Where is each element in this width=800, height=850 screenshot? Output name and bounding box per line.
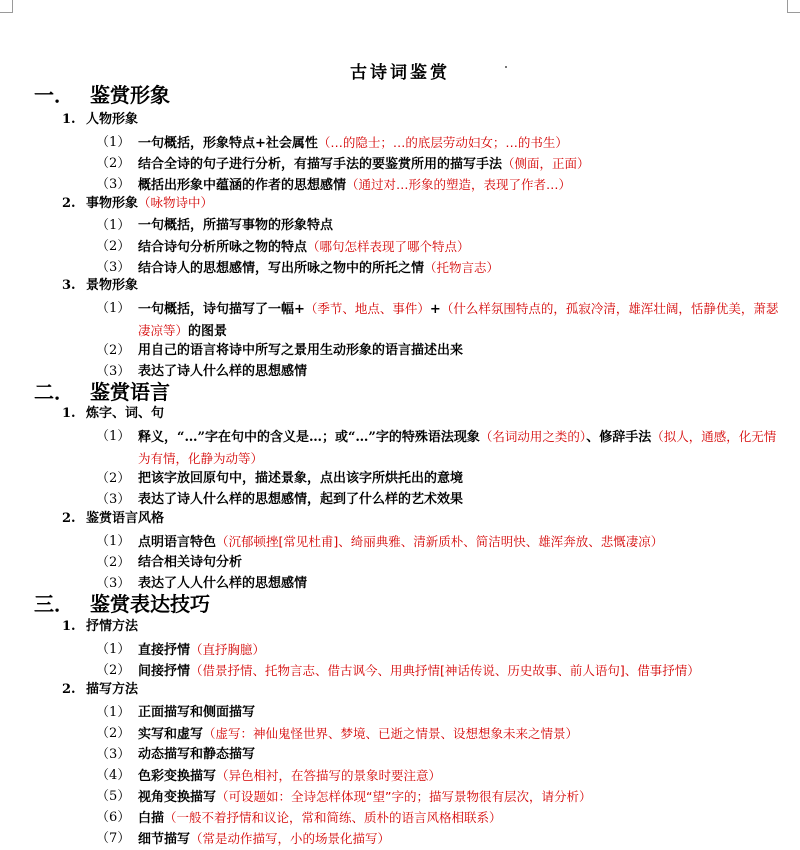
subsection-title: 人物形象 bbox=[86, 112, 139, 127]
section-title: 鉴赏表达技巧 bbox=[90, 592, 210, 616]
key-point: 点明语言特色 bbox=[138, 535, 217, 550]
item-text bbox=[138, 298, 786, 342]
subsection-heading bbox=[62, 510, 164, 528]
key-point: 用自己的语言将诗中所写之景用生动形象的语言描述出来 bbox=[138, 343, 464, 358]
crop-mark-top-right bbox=[787, 0, 800, 13]
item-text bbox=[138, 639, 786, 661]
subsection-heading bbox=[62, 277, 138, 295]
key-point: 的图景 bbox=[188, 324, 228, 339]
example-note: （名词动用之类的） bbox=[479, 429, 587, 444]
section-title: 鉴赏语言 bbox=[90, 380, 170, 404]
key-point: 白描 bbox=[138, 811, 165, 826]
key-point: 表达了人人什么样的思想感情 bbox=[138, 576, 308, 591]
section-heading bbox=[34, 380, 170, 404]
example-note: （借景抒情、托物言志、借古讽今、用典抒情[神话传说、历史故事、前人语句]、借事抒情） bbox=[190, 663, 700, 678]
subsection-title: 鉴赏语言风格 bbox=[86, 511, 165, 526]
list-item bbox=[96, 573, 786, 594]
section-number: 三． bbox=[34, 592, 74, 616]
list-item bbox=[96, 298, 786, 342]
example-note: （可设题如：全诗怎样体现“望”字的；描写景物很有层次，请分析） bbox=[216, 789, 592, 804]
subsection-number: 1. bbox=[62, 406, 76, 421]
key-point: 、修辞手法 bbox=[586, 430, 652, 445]
subsection-number: 1. bbox=[62, 619, 76, 634]
key-point: 细节描写 bbox=[138, 832, 191, 847]
section-title: 鉴赏形象 bbox=[90, 83, 170, 107]
subsection-heading bbox=[62, 681, 138, 699]
list-item bbox=[96, 489, 786, 510]
subsection-number: 2. bbox=[62, 682, 76, 697]
item-text bbox=[138, 361, 786, 382]
list-item bbox=[96, 765, 786, 787]
item-number: （1） bbox=[96, 534, 131, 549]
list-item bbox=[96, 153, 786, 175]
item-text bbox=[138, 660, 786, 682]
key-point: 正面描写和侧面描写 bbox=[138, 705, 256, 720]
item-text bbox=[138, 153, 786, 175]
example-note: （直抒胸臆） bbox=[190, 642, 266, 657]
list-item bbox=[96, 215, 786, 236]
subsection-title: 事物形象 bbox=[86, 196, 139, 211]
item-text bbox=[138, 807, 786, 829]
key-point: 表达了诗人什么样的思想感情，起到了什么样的艺术效果 bbox=[138, 492, 464, 507]
example-note: （通过对…形象的塑造，表现了作者…） bbox=[346, 177, 572, 192]
item-text bbox=[138, 132, 786, 154]
section-heading bbox=[34, 592, 210, 616]
list-item bbox=[96, 639, 786, 661]
subsection-number: 2. bbox=[62, 511, 76, 526]
subsection-title: 炼字、词、句 bbox=[86, 406, 165, 421]
item-number: （2） bbox=[96, 471, 131, 486]
example-note: （常是动作描写，小的场景化描写） bbox=[190, 831, 391, 846]
list-item bbox=[96, 531, 786, 553]
list-item bbox=[96, 361, 786, 382]
item-number: （6） bbox=[96, 810, 131, 825]
item-text bbox=[138, 765, 786, 787]
list-item bbox=[96, 236, 786, 258]
key-point: 结合诗人的思想感情，写出所咏之物中的所托之情 bbox=[138, 261, 425, 276]
example-note: （异色相衬，在答描写的景象时要注意） bbox=[216, 768, 442, 783]
subsection-heading bbox=[62, 618, 138, 636]
key-point: 直接抒情 bbox=[138, 643, 191, 658]
subsection-heading bbox=[62, 111, 138, 129]
item-number: （2） bbox=[96, 663, 131, 678]
item-number: （5） bbox=[96, 789, 131, 804]
list-item bbox=[96, 132, 786, 154]
key-point: 色彩变换描写 bbox=[138, 769, 217, 784]
example-note: （一般不着抒情和议论，常和简练、质朴的语言风格相联系） bbox=[164, 810, 502, 825]
list-item bbox=[96, 257, 786, 279]
key-point: 实写和虚写 bbox=[138, 727, 204, 742]
subsection-heading bbox=[62, 194, 213, 213]
key-point: 一句概括，所描写事物的形象特点 bbox=[138, 218, 334, 233]
item-number: （2） bbox=[96, 156, 131, 171]
example-note: （沉郁顿挫[常见杜甫]、绮丽典雅、清新质朴、简洁明快、雄浑奔放、悲慨凄凉） bbox=[216, 534, 664, 549]
item-text bbox=[138, 744, 786, 765]
key-point: 概括出形象中蕴涵的作者的思想感情 bbox=[138, 178, 347, 193]
item-text bbox=[138, 468, 786, 489]
key-point: 把该字放回原句中，描述景象，点出该字所烘托出的意境 bbox=[138, 471, 464, 486]
item-text bbox=[138, 573, 786, 594]
subsection-title: 景物形象 bbox=[86, 278, 139, 293]
item-text bbox=[138, 215, 786, 236]
list-item bbox=[96, 468, 786, 489]
item-number: （1） bbox=[96, 705, 131, 720]
item-text bbox=[138, 340, 786, 361]
item-number: （2） bbox=[96, 726, 131, 741]
item-number: （1） bbox=[96, 301, 131, 316]
example-note: （什么样氛围特点的，孤寂冷清，雄浑壮阔，恬静优美，萧瑟凄凉等） bbox=[138, 301, 779, 338]
example-note: （托物言志） bbox=[424, 260, 500, 275]
item-text bbox=[138, 236, 786, 258]
example-note: （拟人，通感，化无情为有情，化静为动等） bbox=[138, 429, 777, 466]
example-note: （侧面，正面） bbox=[502, 156, 590, 171]
key-point: 间接抒情 bbox=[138, 664, 191, 679]
item-number: （3） bbox=[96, 364, 131, 379]
key-point: 结合相关诗句分析 bbox=[138, 555, 243, 570]
subsection-note: （咏物诗中） bbox=[138, 195, 214, 210]
list-item bbox=[96, 552, 786, 573]
key-point: 动态描写和静态描写 bbox=[138, 747, 256, 762]
key-point: 一句概括，形象特点+社会属性 bbox=[138, 136, 318, 151]
subsection-title: 抒情方法 bbox=[86, 619, 139, 634]
item-text bbox=[138, 426, 786, 470]
item-text bbox=[138, 552, 786, 573]
item-number: （2） bbox=[96, 343, 131, 358]
list-item bbox=[96, 426, 786, 470]
list-item bbox=[96, 828, 786, 850]
item-text bbox=[138, 702, 786, 723]
item-number: （7） bbox=[96, 831, 131, 846]
item-text bbox=[138, 828, 786, 850]
item-number: （4） bbox=[96, 768, 131, 783]
item-number: （3） bbox=[96, 747, 131, 762]
item-number: （2） bbox=[96, 239, 131, 254]
key-point: 视角变换描写 bbox=[138, 790, 217, 805]
list-item bbox=[96, 723, 786, 745]
item-number: （3） bbox=[96, 177, 131, 192]
item-number: （3） bbox=[96, 576, 131, 591]
list-item bbox=[96, 702, 786, 723]
subsection-title: 描写方法 bbox=[86, 682, 139, 697]
section-number: 一． bbox=[34, 83, 74, 107]
item-text bbox=[138, 786, 786, 808]
item-text bbox=[138, 257, 786, 279]
item-number: （3） bbox=[96, 260, 131, 275]
item-number: （2） bbox=[96, 555, 131, 570]
section-number: 二． bbox=[34, 380, 74, 404]
subsection-number: 1. bbox=[62, 112, 76, 127]
list-item bbox=[96, 340, 786, 361]
crop-mark-top-left bbox=[0, 0, 13, 13]
key-point: 一句概括，诗句描写了一幅+ bbox=[138, 302, 305, 317]
list-item bbox=[96, 660, 786, 682]
list-item bbox=[96, 807, 786, 829]
example-note: （…的隐士；…的底层劳动妇女；…的书生） bbox=[317, 135, 568, 150]
key-point: 释义，“…”字在句中的含义是…；或“…”字的特殊语法现象 bbox=[138, 430, 480, 445]
subsection-number: 2. bbox=[62, 196, 76, 211]
item-number: （1） bbox=[96, 642, 131, 657]
example-note: （季节、地点、事件） bbox=[304, 301, 430, 316]
section-heading bbox=[34, 83, 170, 107]
list-item bbox=[96, 786, 786, 808]
item-number: （1） bbox=[96, 429, 131, 444]
example-note: （哪句怎样表现了哪个特点） bbox=[307, 239, 470, 254]
item-number: （3） bbox=[96, 492, 131, 507]
example-note: （虚写：神仙鬼怪世界、梦境、已逝之情景、设想想象未来之情景） bbox=[203, 726, 579, 741]
key-point: 结合诗句分析所咏之物的特点 bbox=[138, 240, 308, 255]
item-number: （1） bbox=[96, 218, 131, 233]
item-text bbox=[138, 174, 786, 196]
key-point: + bbox=[429, 302, 441, 317]
list-item bbox=[96, 174, 786, 196]
key-point: 表达了诗人什么样的思想感情 bbox=[138, 364, 308, 379]
item-number: （1） bbox=[96, 135, 131, 150]
key-point: 结合全诗的句子进行分析，有描写手法的要鉴赏所用的描写手法 bbox=[138, 157, 503, 172]
page-title: 古诗词鉴赏 bbox=[350, 63, 450, 83]
item-text bbox=[138, 531, 786, 553]
list-item bbox=[96, 744, 786, 765]
subsection-heading bbox=[62, 405, 164, 423]
subsection-number: 3. bbox=[62, 278, 76, 293]
item-text bbox=[138, 489, 786, 510]
item-text bbox=[138, 723, 786, 745]
